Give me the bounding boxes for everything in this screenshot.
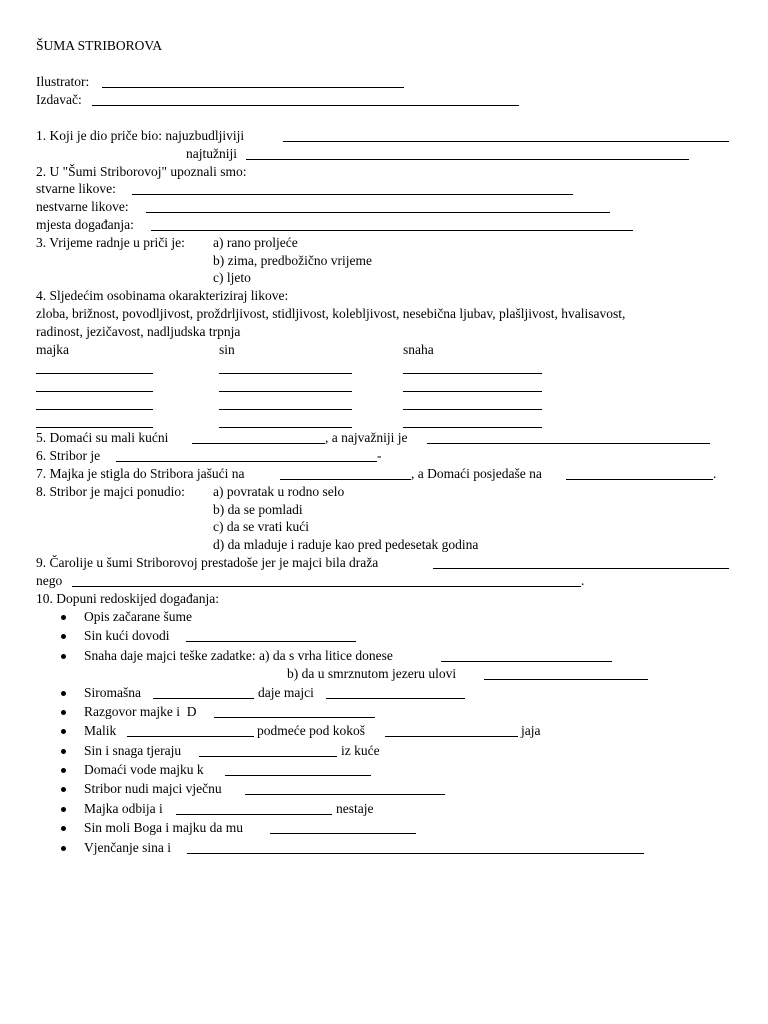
- q5-answer-line-2[interactable]: [427, 443, 710, 444]
- question-1: 1. Koji je dio priče bio: najuzbudljiviji: [36, 128, 245, 143]
- q8-option-c[interactable]: c) da se vrati kući: [213, 519, 309, 534]
- question-5: 5. Domaći su mali kućni: [36, 430, 169, 445]
- q4-column-snaha: snaha: [403, 342, 434, 357]
- q10-item-5-line[interactable]: [214, 717, 375, 718]
- q1-exciting-line[interactable]: [283, 141, 729, 142]
- q2-places-line[interactable]: [151, 230, 633, 231]
- q5-answer-line-1[interactable]: [192, 443, 325, 444]
- question-9: 9. Čarolije u šumi Striborovoj prestadoše jer je majci bila draža: [36, 555, 379, 570]
- q2-places-label: mjesta događanja:: [36, 217, 134, 232]
- q4-column-sin: sin: [219, 342, 235, 357]
- bullet-icon: [61, 807, 66, 812]
- q10-item-3b: b) da u smrznutom jezeru ulovi: [287, 666, 457, 681]
- q10-item-10-part-2: nestaje: [336, 801, 374, 816]
- q6-dash: -: [377, 448, 382, 463]
- bullet-icon: [61, 729, 66, 734]
- q4-snaha-line[interactable]: [403, 409, 542, 410]
- q3-option-b[interactable]: b) zima, predbožično vrijeme: [213, 253, 372, 268]
- q10-item-1: Opis začarane šume: [84, 609, 192, 624]
- q9-nego: nego: [36, 573, 63, 588]
- q7-answer-line-2[interactable]: [566, 479, 713, 480]
- bullet-icon: [61, 787, 66, 792]
- q10-item-5: Razgovor majke i D: [84, 704, 197, 719]
- q3-option-c[interactable]: c) ljeto: [213, 270, 251, 285]
- q10-item-11: Sin moli Boga i majku da mu: [84, 820, 243, 835]
- illustrator-label: Ilustrator:: [36, 74, 90, 89]
- q4-snaha-line[interactable]: [403, 373, 542, 374]
- q4-sin-line[interactable]: [219, 391, 352, 392]
- q10-item-6-line-1[interactable]: [127, 736, 254, 737]
- q10-item-10: Majka odbija i: [84, 801, 163, 816]
- q2-unreal-line[interactable]: [146, 212, 610, 213]
- q1-saddest-label: najtužniji: [186, 146, 237, 161]
- question-6: 6. Stribor je: [36, 448, 101, 463]
- q10-item-4-part-2: daje majci: [258, 685, 314, 700]
- q10-item-11-line[interactable]: [270, 833, 416, 834]
- q10-item-10-line[interactable]: [176, 814, 332, 815]
- q4-column-majka: majka: [36, 342, 69, 357]
- q4-sin-line[interactable]: [219, 409, 352, 410]
- q10-item-2: Sin kući dovodi: [84, 628, 170, 643]
- q7-answer-line-1[interactable]: [280, 479, 411, 480]
- q6-answer-line[interactable]: [116, 461, 377, 462]
- q4-sin-line[interactable]: [219, 427, 352, 428]
- q10-item-4-line-1[interactable]: [153, 698, 254, 699]
- question-7: 7. Majka je stigla do Stribora jašući na: [36, 466, 245, 481]
- bullet-icon: [61, 634, 66, 639]
- q10-item-8: Domaći vode majku k: [84, 762, 204, 777]
- q4-traits-line-2: radinost, jezičavost, nadljudska trpnja: [36, 324, 241, 339]
- q10-item-6-part-3: jaja: [521, 723, 541, 738]
- question-3: 3. Vrijeme radnje u priči je:: [36, 235, 185, 250]
- q9-answer-line-1[interactable]: [433, 568, 729, 569]
- q4-traits-line-1: zloba, brižnost, povodljivost, proždrljivost, stidljivost, kolebljivost, nesebična ljubav, plašljivost, hvalisavost,: [36, 306, 626, 321]
- illustrator-answer-line[interactable]: [102, 87, 404, 88]
- q3-option-a[interactable]: a) rano proljeće: [213, 235, 298, 250]
- q10-item-3a-line[interactable]: [441, 661, 612, 662]
- bullet-icon: [61, 768, 66, 773]
- q9-answer-line-2[interactable]: [72, 586, 581, 587]
- q10-item-12-line[interactable]: [187, 853, 644, 854]
- q10-item-9-line[interactable]: [245, 794, 445, 795]
- q8-option-a[interactable]: a) povratak u rodno selo: [213, 484, 345, 499]
- q10-item-4: Siromašna: [84, 685, 141, 700]
- q4-majka-line[interactable]: [36, 427, 153, 428]
- q10-item-2-line[interactable]: [186, 641, 356, 642]
- q4-sin-line[interactable]: [219, 373, 352, 374]
- q10-item-7-part-2: iz kuće: [341, 743, 380, 758]
- q7-period: .: [713, 466, 717, 481]
- question-8: 8. Stribor je majci ponudio:: [36, 484, 185, 499]
- q10-item-4-line-2[interactable]: [326, 698, 465, 699]
- q10-item-8-line[interactable]: [225, 775, 371, 776]
- q2-unreal-label: nestvarne likove:: [36, 199, 129, 214]
- publisher-label: Izdavač:: [36, 92, 82, 107]
- question-2: 2. U "Šumi Striborovoj" upoznali smo:: [36, 164, 247, 179]
- question-7-part-2: , a Domaći posjedaše na: [411, 466, 542, 481]
- q4-snaha-line[interactable]: [403, 391, 542, 392]
- question-5-part-2: , a najvažniji je: [325, 430, 408, 445]
- q10-item-7-line[interactable]: [199, 756, 337, 757]
- q10-item-6: Malik: [84, 723, 117, 738]
- q1-saddest-line[interactable]: [246, 159, 689, 160]
- q8-option-b[interactable]: b) da se pomladi: [213, 502, 303, 517]
- q2-real-line[interactable]: [132, 194, 573, 195]
- bullet-icon: [61, 691, 66, 696]
- q8-option-d[interactable]: d) da mladuje i raduje kao pred pedesetak godina: [213, 537, 479, 552]
- question-4: 4. Sljedećim osobinama okarakteriziraj likove:: [36, 288, 289, 303]
- q4-majka-line[interactable]: [36, 391, 153, 392]
- question-10: 10. Dopuni redoskijed događanja:: [36, 591, 219, 606]
- q10-item-7: Sin i snaga tjeraju: [84, 743, 182, 758]
- q4-majka-line[interactable]: [36, 373, 153, 374]
- bullet-icon: [61, 749, 66, 754]
- q4-majka-line[interactable]: [36, 409, 153, 410]
- bullet-icon: [61, 710, 66, 715]
- q10-item-3a: Snaha daje majci teške zadatke: a) da s vrha litice donese: [84, 648, 393, 663]
- q10-item-6-part-2: podmeće pod kokoš: [257, 723, 365, 738]
- q10-item-3b-line[interactable]: [484, 679, 648, 680]
- q4-snaha-line[interactable]: [403, 427, 542, 428]
- publisher-answer-line[interactable]: [92, 105, 519, 106]
- q10-item-9: Stribor nudi majci vječnu: [84, 781, 222, 796]
- page-title: ŠUMA STRIBOROVA: [36, 38, 163, 53]
- q2-real-label: stvarne likove:: [36, 181, 116, 196]
- bullet-icon: [61, 615, 66, 620]
- q10-item-12: Vjenčanje sina i: [84, 840, 171, 855]
- q10-item-6-line-2[interactable]: [385, 736, 518, 737]
- q9-period: .: [581, 573, 585, 588]
- bullet-icon: [61, 654, 66, 659]
- bullet-icon: [61, 846, 66, 851]
- bullet-icon: [61, 826, 66, 831]
